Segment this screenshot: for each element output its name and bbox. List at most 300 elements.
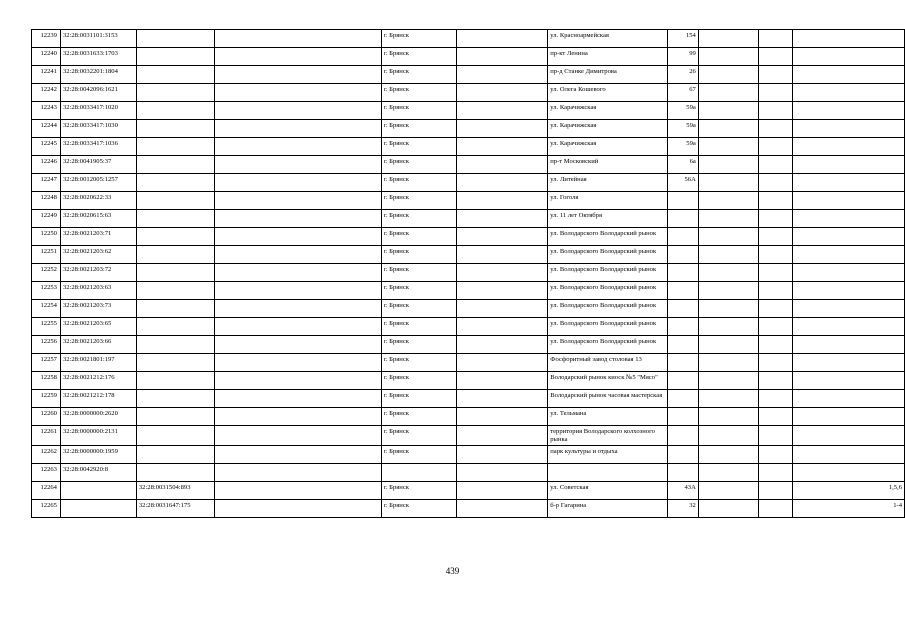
empty-col	[214, 318, 381, 336]
cadastral-number-alt	[136, 300, 214, 318]
cadastral-number: 32:28:0031101:3153	[60, 30, 136, 48]
empty-col-2	[456, 192, 548, 210]
empty-col	[214, 482, 381, 500]
note-cell	[793, 192, 905, 210]
note-cell	[793, 228, 905, 246]
row-number: 12255	[32, 318, 61, 336]
house-number	[667, 192, 698, 210]
note-cell	[793, 84, 905, 102]
table-row	[32, 102, 905, 120]
house-number	[667, 228, 698, 246]
cadastral-number: 32:28:0042920:8	[60, 464, 136, 482]
cadastral-number-alt: 32:28:0031647:175	[136, 500, 214, 518]
empty-col-4	[758, 66, 793, 84]
empty-col-2	[456, 84, 548, 102]
city-cell: г. Брянск	[381, 318, 456, 336]
city-cell: г. Брянск	[381, 354, 456, 372]
empty-col	[214, 120, 381, 138]
empty-col	[214, 282, 381, 300]
empty-col-3	[698, 390, 758, 408]
city-cell: г. Брянск	[381, 300, 456, 318]
table-row	[32, 500, 905, 518]
empty-col-3	[698, 138, 758, 156]
empty-col-4	[758, 156, 793, 174]
house-number	[667, 372, 698, 390]
cadastral-number: 32:28:0021203:71	[60, 228, 136, 246]
empty-col-4	[758, 174, 793, 192]
empty-col-4	[758, 246, 793, 264]
empty-col-2	[456, 408, 548, 426]
empty-col	[214, 500, 381, 518]
empty-col-2	[456, 246, 548, 264]
house-number	[667, 282, 698, 300]
note-cell	[793, 408, 905, 426]
empty-col-4	[758, 84, 793, 102]
cadastral-number: 32:28:0000000:2131	[60, 426, 136, 446]
cadastral-number: 32:28:0000000:1959	[60, 446, 136, 464]
empty-col	[214, 446, 381, 464]
house-number: 32	[667, 500, 698, 518]
cadastral-number: 32:28:0021212:176	[60, 372, 136, 390]
city-cell: г. Брянск	[381, 228, 456, 246]
empty-col-2	[456, 500, 548, 518]
row-number: 12246	[32, 156, 61, 174]
note-cell	[793, 156, 905, 174]
address-cell: ул. Карачижская	[548, 120, 668, 138]
empty-col	[214, 372, 381, 390]
house-number	[667, 210, 698, 228]
city-cell: г. Брянск	[381, 482, 456, 500]
city-cell: г. Брянск	[381, 174, 456, 192]
registry-table	[31, 29, 905, 518]
city-cell: г. Брянск	[381, 446, 456, 464]
address-cell: ул. Володарского Володарский рынок	[548, 318, 668, 336]
table-row	[32, 156, 905, 174]
row-number: 12249	[32, 210, 61, 228]
empty-col	[214, 66, 381, 84]
house-number	[667, 464, 698, 482]
empty-col-4	[758, 408, 793, 426]
empty-col-3	[698, 318, 758, 336]
address-cell: парк культуры и отдыха	[548, 446, 668, 464]
empty-col-2	[456, 318, 548, 336]
row-number: 12259	[32, 390, 61, 408]
empty-col-4	[758, 354, 793, 372]
house-number: 59а	[667, 120, 698, 138]
house-number	[667, 426, 698, 446]
city-cell: г. Брянск	[381, 30, 456, 48]
city-cell: г. Брянск	[381, 102, 456, 120]
cadastral-number: 32:28:0020622:33	[60, 192, 136, 210]
empty-col	[214, 102, 381, 120]
cadastral-number: 32:28:0041905:37	[60, 156, 136, 174]
empty-col	[214, 192, 381, 210]
empty-col-4	[758, 30, 793, 48]
city-cell: г. Брянск	[381, 500, 456, 518]
empty-col-3	[698, 120, 758, 138]
empty-col-2	[456, 482, 548, 500]
cadastral-number: 32:28:0042096:1621	[60, 84, 136, 102]
empty-col	[214, 174, 381, 192]
house-number	[667, 318, 698, 336]
row-number: 12243	[32, 102, 61, 120]
city-cell: г. Брянск	[381, 192, 456, 210]
row-number: 12263	[32, 464, 61, 482]
empty-col-3	[698, 372, 758, 390]
house-number	[667, 246, 698, 264]
table-row	[32, 264, 905, 282]
house-number: 59а	[667, 138, 698, 156]
empty-col-3	[698, 500, 758, 518]
note-cell: 1,5,6	[793, 482, 905, 500]
empty-col-2	[456, 210, 548, 228]
empty-col-3	[698, 30, 758, 48]
note-cell	[793, 336, 905, 354]
house-number: 59а	[667, 102, 698, 120]
city-cell: г. Брянск	[381, 372, 456, 390]
cadastral-number-alt	[136, 48, 214, 66]
empty-col-4	[758, 120, 793, 138]
cadastral-number-alt	[136, 446, 214, 464]
table-row	[32, 210, 905, 228]
empty-col	[214, 156, 381, 174]
table-row	[32, 282, 905, 300]
empty-col-2	[456, 464, 548, 482]
cadastral-number-alt	[136, 30, 214, 48]
table-row	[32, 372, 905, 390]
note-cell	[793, 138, 905, 156]
address-cell: ул. Володарского Володарский рынок	[548, 246, 668, 264]
cadastral-number: 32:28:0012005:1257	[60, 174, 136, 192]
empty-col-2	[456, 372, 548, 390]
table-row	[32, 390, 905, 408]
city-cell: г. Брянск	[381, 48, 456, 66]
address-cell: ул. Литейная	[548, 174, 668, 192]
empty-col-4	[758, 48, 793, 66]
empty-col	[214, 390, 381, 408]
cadastral-number: 32:28:0033417:1020	[60, 102, 136, 120]
house-number	[667, 390, 698, 408]
table-row	[32, 482, 905, 500]
cadastral-number-alt	[136, 318, 214, 336]
cadastral-number-alt	[136, 192, 214, 210]
city-cell: г. Брянск	[381, 426, 456, 446]
address-cell: ул. Олега Кошевого	[548, 84, 668, 102]
row-number: 12240	[32, 48, 61, 66]
row-number: 12252	[32, 264, 61, 282]
cadastral-number: 32:28:0032201:1804	[60, 66, 136, 84]
empty-col	[214, 354, 381, 372]
cadastral-number-alt	[136, 120, 214, 138]
table-row	[32, 426, 905, 446]
table-row	[32, 138, 905, 156]
city-cell: г. Брянск	[381, 84, 456, 102]
note-cell	[793, 464, 905, 482]
cadastral-number-alt	[136, 138, 214, 156]
empty-col-4	[758, 228, 793, 246]
cadastral-number-alt	[136, 102, 214, 120]
city-cell: г. Брянск	[381, 66, 456, 84]
cadastral-number-alt	[136, 66, 214, 84]
note-cell	[793, 372, 905, 390]
empty-col-3	[698, 282, 758, 300]
row-number: 12241	[32, 66, 61, 84]
house-number: 6а	[667, 156, 698, 174]
address-cell: ул. Карачижская	[548, 138, 668, 156]
empty-col-2	[456, 138, 548, 156]
empty-col	[214, 84, 381, 102]
empty-col-2	[456, 426, 548, 446]
address-cell: ул. Гоголя	[548, 192, 668, 210]
note-cell	[793, 48, 905, 66]
empty-col-4	[758, 500, 793, 518]
empty-col-2	[456, 66, 548, 84]
empty-col-2	[456, 120, 548, 138]
empty-col-3	[698, 48, 758, 66]
empty-col-3	[698, 174, 758, 192]
address-cell: пр-д Станке Димитрова	[548, 66, 668, 84]
table-row	[32, 192, 905, 210]
house-number	[667, 300, 698, 318]
note-cell	[793, 120, 905, 138]
cadastral-number-alt	[136, 264, 214, 282]
empty-col-2	[456, 282, 548, 300]
empty-col-4	[758, 336, 793, 354]
city-cell: г. Брянск	[381, 138, 456, 156]
cadastral-number: 32:28:0020615:63	[60, 210, 136, 228]
empty-col-2	[456, 102, 548, 120]
row-number: 12242	[32, 84, 61, 102]
cadastral-number-alt	[136, 210, 214, 228]
empty-col-4	[758, 102, 793, 120]
note-cell	[793, 426, 905, 446]
house-number	[667, 354, 698, 372]
note-cell	[793, 354, 905, 372]
empty-col	[214, 408, 381, 426]
table-row	[32, 120, 905, 138]
house-number: 56А	[667, 174, 698, 192]
address-cell: ул. Красноармейская	[548, 30, 668, 48]
cadastral-number-alt	[136, 464, 214, 482]
empty-col	[214, 210, 381, 228]
cadastral-number-alt	[136, 228, 214, 246]
note-cell	[793, 390, 905, 408]
cadastral-number: 32:28:0021203:63	[60, 282, 136, 300]
empty-col-2	[456, 390, 548, 408]
cadastral-number: 32:28:0000000:2620	[60, 408, 136, 426]
empty-col-3	[698, 246, 758, 264]
empty-col-4	[758, 426, 793, 446]
row-number: 12245	[32, 138, 61, 156]
note-cell	[793, 66, 905, 84]
cadastral-number	[60, 500, 136, 518]
row-number: 12244	[32, 120, 61, 138]
table-row	[32, 246, 905, 264]
empty-col	[214, 300, 381, 318]
empty-col-3	[698, 264, 758, 282]
note-cell	[793, 446, 905, 464]
empty-col-3	[698, 84, 758, 102]
empty-col-2	[456, 336, 548, 354]
city-cell: г. Брянск	[381, 390, 456, 408]
address-cell: б-р Гагарина	[548, 500, 668, 518]
cadastral-number: 32:28:0021203:72	[60, 264, 136, 282]
empty-col-2	[456, 300, 548, 318]
row-number: 12257	[32, 354, 61, 372]
cadastral-number-alt	[136, 336, 214, 354]
cadastral-number: 32:28:0021203:66	[60, 336, 136, 354]
note-cell: 1-4	[793, 500, 905, 518]
empty-col-4	[758, 446, 793, 464]
empty-col-3	[698, 426, 758, 446]
cadastral-number-alt: 32:28:0031504:893	[136, 482, 214, 500]
address-cell: пр-т Московский	[548, 156, 668, 174]
empty-col-3	[698, 192, 758, 210]
row-number: 12247	[32, 174, 61, 192]
empty-col-2	[456, 354, 548, 372]
address-cell: ул. Карачижская	[548, 102, 668, 120]
cadastral-number-alt	[136, 408, 214, 426]
empty-col-2	[456, 30, 548, 48]
address-cell: ул. 11 лет Октября	[548, 210, 668, 228]
row-number: 12248	[32, 192, 61, 210]
empty-col-3	[698, 354, 758, 372]
empty-col-3	[698, 300, 758, 318]
empty-col-3	[698, 446, 758, 464]
note-cell	[793, 102, 905, 120]
table-row	[32, 336, 905, 354]
empty-col-4	[758, 210, 793, 228]
row-number: 12254	[32, 300, 61, 318]
address-cell: пр-кт Ленина	[548, 48, 668, 66]
row-number: 12253	[32, 282, 61, 300]
cadastral-number: 32:28:0033417:1030	[60, 120, 136, 138]
address-cell: ул. Советская	[548, 482, 668, 500]
empty-col-3	[698, 408, 758, 426]
city-cell: г. Брянск	[381, 246, 456, 264]
house-number	[667, 446, 698, 464]
address-cell: Фосфоритный завод столовая 13	[548, 354, 668, 372]
row-number: 12261	[32, 426, 61, 446]
empty-col-2	[456, 264, 548, 282]
house-number	[667, 264, 698, 282]
empty-col-4	[758, 318, 793, 336]
address-cell: ул. Володарского Володарский рынок	[548, 228, 668, 246]
table-row	[32, 300, 905, 318]
table-row	[32, 354, 905, 372]
city-cell: г. Брянск	[381, 336, 456, 354]
empty-col-2	[456, 48, 548, 66]
cadastral-number: 32:28:0021212:178	[60, 390, 136, 408]
cadastral-number-alt	[136, 426, 214, 446]
address-cell: ул. Тельмана	[548, 408, 668, 426]
city-cell: г. Брянск	[381, 156, 456, 174]
row-number: 12239	[32, 30, 61, 48]
empty-col-4	[758, 464, 793, 482]
table-row	[32, 318, 905, 336]
house-number: 67	[667, 84, 698, 102]
table-row	[32, 464, 905, 482]
address-cell: Володарский рынок часовая мастерская	[548, 390, 668, 408]
address-cell: ул. Володарского Володарский рынок	[548, 282, 668, 300]
cadastral-number: 32:28:0031633:1703	[60, 48, 136, 66]
empty-col-3	[698, 66, 758, 84]
note-cell	[793, 300, 905, 318]
address-cell: ул. Володарского Володарский рынок	[548, 300, 668, 318]
cadastral-number	[60, 482, 136, 500]
cadastral-number-alt	[136, 390, 214, 408]
note-cell	[793, 318, 905, 336]
note-cell	[793, 210, 905, 228]
note-cell	[793, 246, 905, 264]
house-number	[667, 408, 698, 426]
cadastral-number: 32:28:0021203:65	[60, 318, 136, 336]
empty-col-4	[758, 482, 793, 500]
note-cell	[793, 30, 905, 48]
empty-col-3	[698, 228, 758, 246]
address-cell: Володарский рынок киоск №5 "Мясо"	[548, 372, 668, 390]
address-cell: территория Володарского колхозного рынка	[548, 426, 668, 446]
table-row	[32, 48, 905, 66]
note-cell	[793, 174, 905, 192]
row-number: 12265	[32, 500, 61, 518]
empty-col-4	[758, 264, 793, 282]
house-number: 154	[667, 30, 698, 48]
address-cell	[548, 464, 668, 482]
page-number: 439	[445, 566, 460, 576]
empty-col-2	[456, 228, 548, 246]
city-cell: г. Брянск	[381, 120, 456, 138]
cadastral-number: 32:28:0021203:62	[60, 246, 136, 264]
city-cell: г. Брянск	[381, 408, 456, 426]
address-cell: ул. Володарского Володарский рынок	[548, 264, 668, 282]
empty-col	[214, 228, 381, 246]
table-row	[32, 446, 905, 464]
cadastral-number-alt	[136, 156, 214, 174]
empty-col-3	[698, 102, 758, 120]
house-number: 43А	[667, 482, 698, 500]
empty-col-3	[698, 482, 758, 500]
empty-col-2	[456, 446, 548, 464]
empty-col	[214, 464, 381, 482]
city-cell: г. Брянск	[381, 282, 456, 300]
empty-col	[214, 30, 381, 48]
cadastral-number-alt	[136, 84, 214, 102]
row-number: 12262	[32, 446, 61, 464]
cadastral-number: 32:28:0033417:1036	[60, 138, 136, 156]
empty-col-4	[758, 372, 793, 390]
empty-col-2	[456, 174, 548, 192]
city-cell: г. Брянск	[381, 210, 456, 228]
empty-col-4	[758, 390, 793, 408]
table-row	[32, 30, 905, 48]
empty-col-4	[758, 300, 793, 318]
row-number: 12258	[32, 372, 61, 390]
empty-col-3	[698, 210, 758, 228]
address-cell: ул. Володарского Володарский рынок	[548, 336, 668, 354]
note-cell	[793, 264, 905, 282]
empty-col-4	[758, 138, 793, 156]
cadastral-number-alt	[136, 246, 214, 264]
table-row	[32, 66, 905, 84]
house-number: 99	[667, 48, 698, 66]
empty-col-3	[698, 336, 758, 354]
empty-col	[214, 246, 381, 264]
city-cell	[381, 464, 456, 482]
table-row	[32, 84, 905, 102]
empty-col-3	[698, 156, 758, 174]
empty-col	[214, 426, 381, 446]
